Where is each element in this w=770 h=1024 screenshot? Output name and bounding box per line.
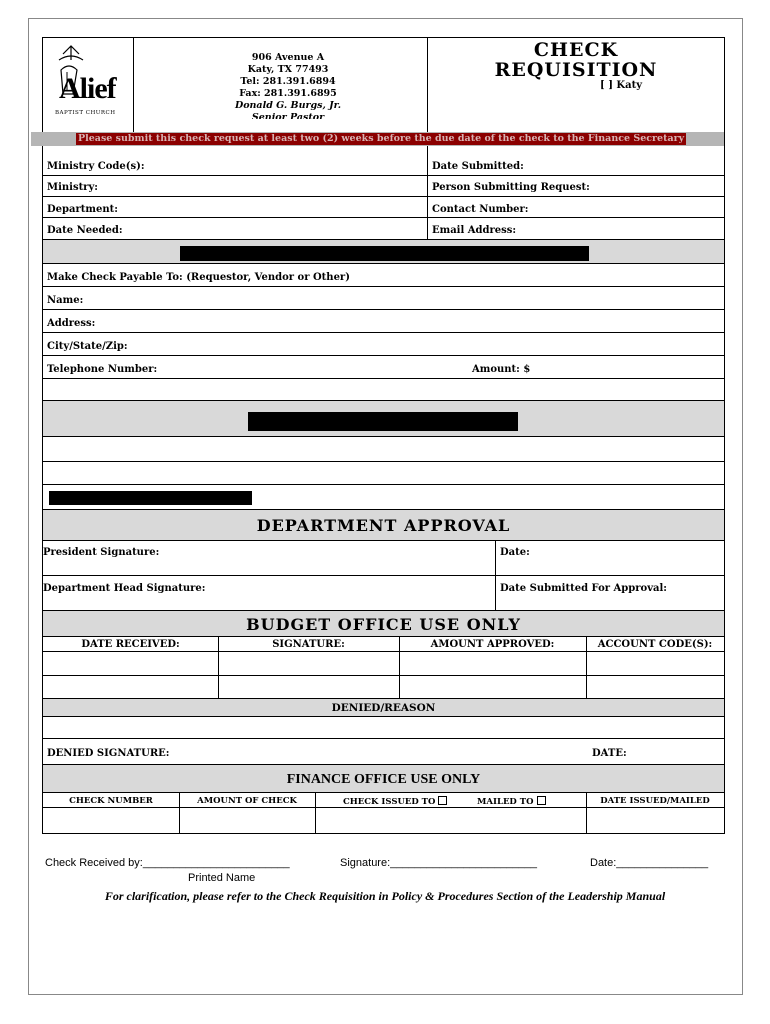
department-head-signature-field[interactable]: Department Head Signature: xyxy=(43,583,206,594)
contact-number-field[interactable]: Contact Number: xyxy=(432,204,529,215)
signature-header: SIGNATURE: xyxy=(272,639,345,650)
date-issued-mailed-header: DATE ISSUED/MAILED xyxy=(600,796,710,806)
notice-text: Please submit this check request at least two (2) weeks before the due date of the check to the Finance Secretary xyxy=(78,133,685,144)
date-received-header: DATE RECEIVED: xyxy=(81,639,180,650)
payable-to-label: Make Check Payable To: (Requestor, Vendor or Other) xyxy=(47,272,350,283)
check-received-line[interactable]: Check Received by:________________________ xyxy=(45,857,290,869)
payee-city-field[interactable]: City/State/Zip: xyxy=(47,341,128,352)
header xyxy=(43,38,724,133)
date-submitted-approval-field[interactable]: Date Submitted For Approval: xyxy=(500,583,667,594)
email-field[interactable]: Email Address: xyxy=(432,225,517,236)
printed-name-label: Printed Name xyxy=(188,872,256,884)
redacted-block xyxy=(180,246,589,261)
payee-telephone-field[interactable]: Telephone Number: xyxy=(47,364,158,375)
budget-office-title: BUDGET OFFICE USE ONLY xyxy=(43,615,724,634)
telephone: Tel: 281.391.6894 xyxy=(240,76,336,87)
fax: Fax: 281.391.6895 xyxy=(239,88,337,99)
notice-bar xyxy=(31,132,724,146)
ministry-code-field[interactable]: Ministry Code(s): xyxy=(47,161,145,172)
amount-approved-header: AMOUNT APPROVED: xyxy=(430,639,555,650)
issued-to-checkbox[interactable] xyxy=(438,796,447,805)
department-approval-title: DEPARTMENT APPROVAL xyxy=(43,516,724,535)
title-line1: CHECK xyxy=(533,39,619,61)
date-submitted-field[interactable]: Date Submitted: xyxy=(432,161,524,172)
date-needed-field[interactable]: Date Needed: xyxy=(47,225,123,236)
amount-of-check-header: AMOUNT OF CHECK xyxy=(197,796,297,806)
redacted-block xyxy=(49,491,252,505)
payee-name-field[interactable]: Name: xyxy=(47,295,84,306)
president-signature-field[interactable]: President Signature: xyxy=(43,547,160,558)
mailed-to-header: MAILED TO xyxy=(477,796,546,807)
redacted-block xyxy=(248,412,518,431)
payee-address-field[interactable]: Address: xyxy=(47,318,96,329)
location-checkbox[interactable]: [ ] Katy xyxy=(599,80,643,91)
denied-date-field[interactable]: DATE: xyxy=(592,748,627,759)
denied-signature-field[interactable]: DENIED SIGNATURE: xyxy=(47,748,170,759)
footer-date-line[interactable]: Date:_______________ xyxy=(590,857,709,869)
department-field[interactable]: Department: xyxy=(47,204,118,215)
church-logo xyxy=(49,44,129,122)
title-line2: REQUISITION xyxy=(494,59,658,81)
form-title xyxy=(428,40,724,91)
check-requisition-form xyxy=(42,37,725,834)
check-number-header: CHECK NUMBER xyxy=(69,796,153,806)
address-line1: 906 Avenue A xyxy=(251,52,325,63)
logo-subtext: BAPTIST CHURCH xyxy=(55,110,116,116)
check-issued-to-header: CHECK ISSUED TO xyxy=(343,796,447,807)
finance-office-title: FINANCE OFFICE USE ONLY xyxy=(43,772,724,788)
address-block xyxy=(193,52,383,119)
mailed-to-checkbox[interactable] xyxy=(537,796,546,805)
pastor-name: Donald G. Burgs, Jr. xyxy=(234,100,342,111)
account-codes-header: ACCOUNT CODE(S): xyxy=(597,639,713,650)
amount-field[interactable]: Amount: $ xyxy=(472,364,531,375)
person-submitting-field[interactable]: Person Submitting Request: xyxy=(432,182,590,193)
clarification-note: For clarification, please refer to the Check Requisition in Policy & Procedures Section of the Leadership Manual xyxy=(104,889,666,903)
logo-text: Alief xyxy=(59,72,116,105)
signature-line[interactable]: Signature:________________________ xyxy=(340,857,537,869)
approval-date-field[interactable]: Date: xyxy=(500,547,530,558)
address-line2: Katy, TX 77493 xyxy=(247,64,329,75)
pastor-title: Senior Pastor xyxy=(251,112,325,119)
ministry-field[interactable]: Ministry: xyxy=(47,182,98,193)
denied-reason-title: DENIED/REASON xyxy=(331,702,436,714)
